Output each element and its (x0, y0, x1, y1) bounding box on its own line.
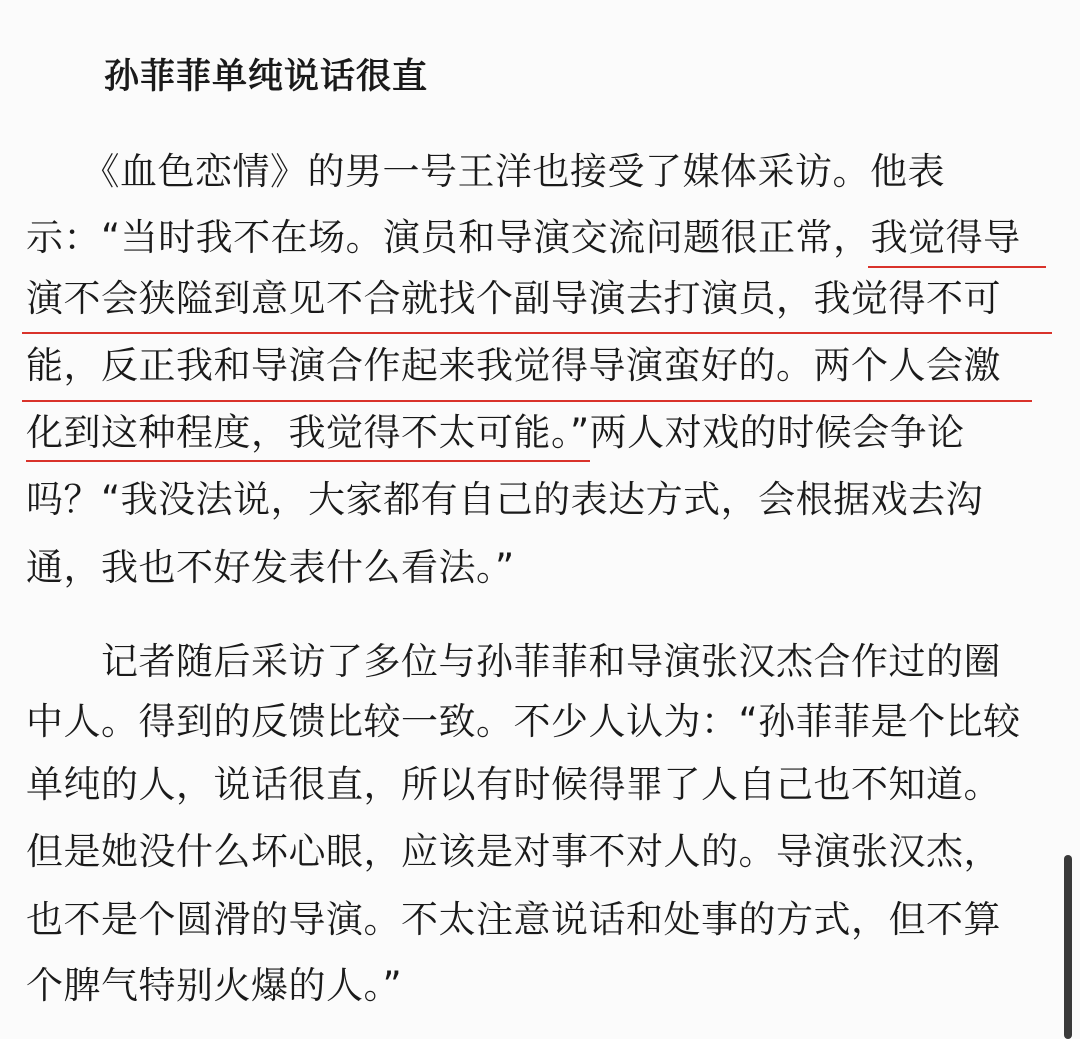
highlight-underline (26, 460, 590, 462)
paragraph-line: 示：“当时我不在场。演员和导演交流问题很正常，我觉得导 (26, 216, 1021, 259)
highlight-underline (22, 400, 1032, 402)
paragraph-line: 中人。得到的反馈比较一致。不少人认为：“孙菲菲是个比较 (26, 700, 1021, 743)
paragraph-line: 但是她没什么坏心眼，应该是对事不对人的。导演张汉杰， (26, 830, 1001, 873)
paragraph-line: 《血色恋情》的男一号王洋也接受了媒体采访。他表 (26, 150, 945, 193)
paragraph-line: 单纯的人，说话很直，所以有时候得罪了人自己也不知道。 (26, 763, 1001, 806)
paragraph-line: 通，我也不好发表什么看法。” (26, 546, 515, 589)
paragraph-line: 能，反正我和导演合作起来我觉得导演蛮好的。两个人会激 (26, 344, 1001, 387)
highlight-underline (22, 332, 1052, 334)
paragraph-line: 记者随后采访了多位与孙菲菲和导演张汉杰合作过的圈 (26, 640, 1001, 683)
paragraph-line: 也不是个圆滑的导演。不太注意说话和处事的方式，但不算 (26, 898, 1001, 941)
paragraph-line: 个脾气特别火爆的人。” (26, 964, 403, 1007)
paragraph-line: 化到这种程度，我觉得不太可能。”两人对戏的时候会争论 (26, 411, 965, 454)
paragraph-line: 演不会狭隘到意见不合就找个副导演去打演员，我觉得不可 (26, 277, 1001, 320)
highlight-underline (868, 266, 1046, 268)
article-heading: 孙菲菲单纯说话很直 (104, 57, 429, 97)
scrollbar-thumb[interactable] (1064, 855, 1072, 1039)
paragraph-line: 吗？“我没法说，大家都有自己的表达方式，会根据戏去沟 (26, 478, 984, 521)
